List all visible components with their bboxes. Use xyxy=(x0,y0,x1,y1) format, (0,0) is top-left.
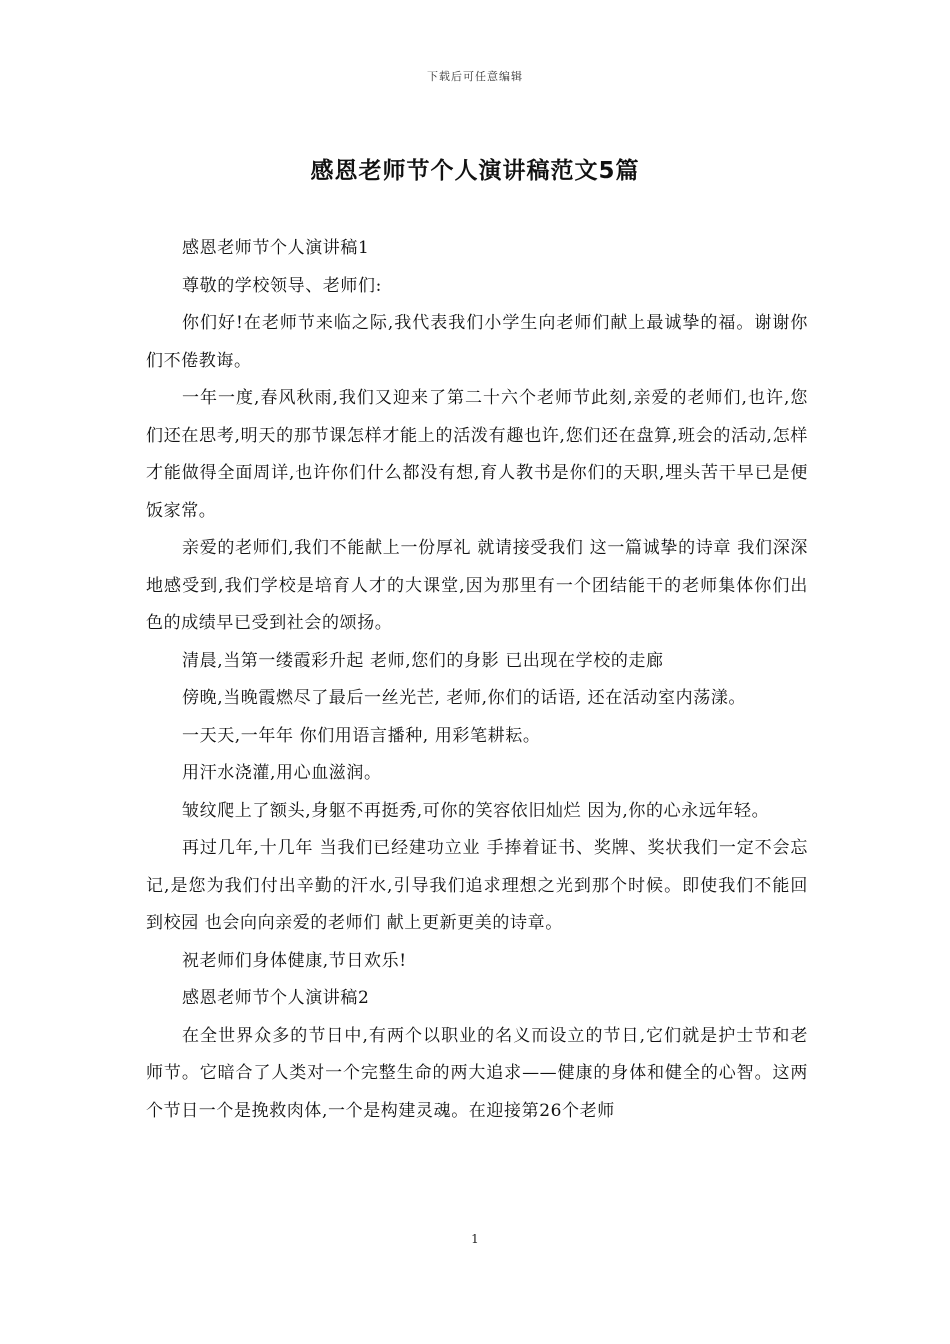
paragraph: 一天天,一年年 你们用语言播种, 用彩笔耕耘。 xyxy=(182,725,541,746)
paragraph: 清晨,当第一缕霞彩升起 老师,您们的身影 已出现在学校的走廊 xyxy=(182,650,664,671)
speech-2-heading: 感恩老师节个人演讲稿2 xyxy=(182,988,370,1008)
paragraph: 用汗水浇灌,用心血滋润。 xyxy=(182,763,382,783)
paragraph: 一年一度,春风秋雨,我们又迎来了第二十六个老师节此刻,亲爱的老师们,也许,您们还在思考,明天的那节课怎样才能上的活泼有趣也许,您们还在盘算,班会的活动,怎样才能做得全面周详,也许你们什么都没有想,育人教书是你们的天职,埋头苦干早已是便饭家常。 xyxy=(146,388,808,521)
page-number: 1 xyxy=(471,1232,479,1246)
speech-1-heading: 感恩老师节个人演讲稿1 xyxy=(182,238,370,258)
salutation: 尊敬的学校领导、老师们: xyxy=(182,275,382,296)
paragraph: 你们好!在老师节来临之际,我代表我们小学生向老师们献上最诚挚的福。谢谢你们不倦教诲。 xyxy=(146,313,808,371)
paragraph: 皱纹爬上了额头,身躯不再挺秀,可你的笑容依旧灿烂 因为,你的心永远年轻。 xyxy=(182,800,770,821)
closing-wish: 祝老师们身体健康,节日欢乐! xyxy=(182,950,407,971)
paragraph: 再过几年,十几年 当我们已经建功立业 手捧着证书、奖牌、奖状我们一定不会忘记,是您为我们付出辛勤的汗水,引导我们追求理想之光到那个时候。即使我们不能回到校园 也会向向亲爱的老师们 献上更新更美的诗章。 xyxy=(146,838,808,933)
paragraph: 傍晚,当晚霞燃尽了最后一丝光芒, 老师,你们的话语, 还在活动室内荡漾。 xyxy=(182,688,747,708)
document-body xyxy=(146,230,808,1130)
paragraph: 在全世界众多的节日中,有两个以职业的名义而设立的节日,它们就是护士节和老师节。它暗合了人类对一个完整生命的两大追求——健康的身体和健全的心智。这两个节日一个是挽救肉体,一个是构建灵魂。在迎接第26个老师 xyxy=(146,1025,808,1121)
header-note: 下载后可任意编辑 xyxy=(427,70,523,83)
paragraph: 亲爱的老师们,我们不能献上一份厚礼 就请接受我们 这一篇诚挚的诗章 我们深深地感受到,我们学校是培育人才的大课堂,因为那里有一个团结能干的老师集体你们出色的成绩早已受到社会的颂扬。 xyxy=(146,538,808,633)
document-title: 感恩老师节个人演讲稿范文5篇 xyxy=(310,158,640,184)
